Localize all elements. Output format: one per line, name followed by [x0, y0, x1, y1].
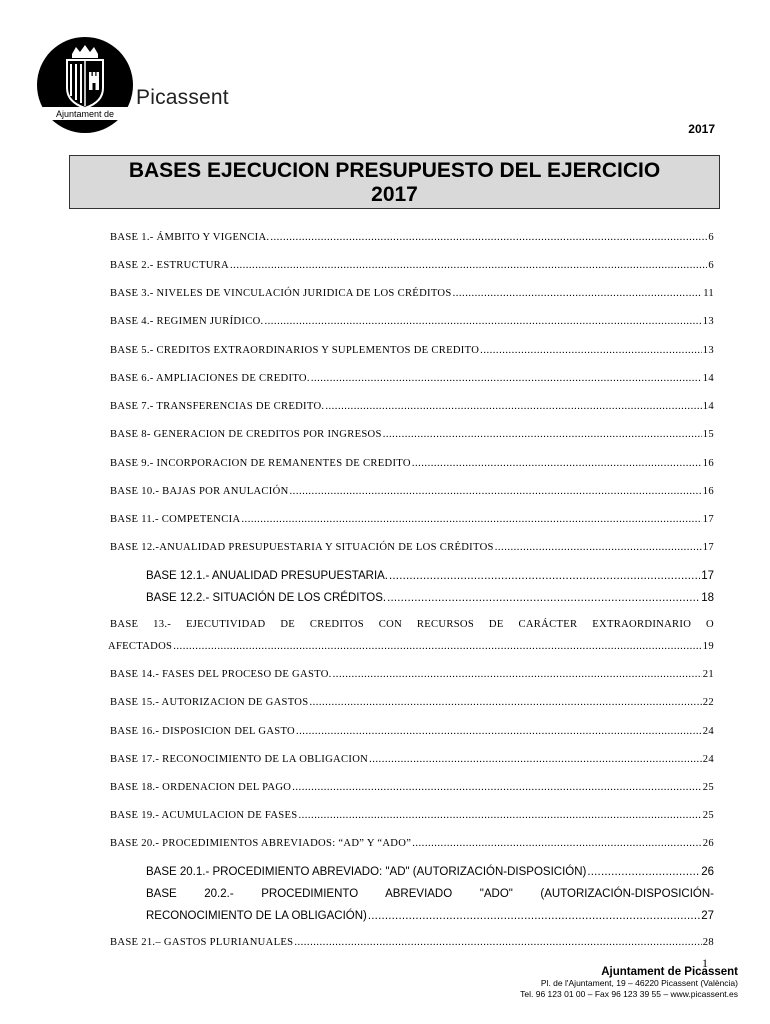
toc-entry-page: 25	[702, 810, 714, 821]
toc-leader-dots	[294, 937, 701, 948]
toc-entry-page: 24	[702, 754, 714, 765]
toc-entry-label: RECONOCIMIENTO DE LA OBLIGACIÓN)	[146, 910, 367, 922]
title-line-1: BASES EJECUCION PRESUPUESTO DEL EJERCICIO	[128, 159, 661, 182]
toc-entry-page: 27	[701, 910, 714, 922]
toc-leader-dots	[264, 316, 701, 327]
toc-entry-label: BASE 10.- BAJAS POR ANULACIÓN	[110, 486, 289, 497]
toc-entry-label: BASE 15.- AUTORIZACION DE GASTOS	[110, 697, 309, 708]
toc-entry[interactable]	[110, 838, 714, 849]
toc-leader-dots	[368, 910, 700, 922]
toc-entry-page: 15	[702, 429, 714, 440]
municipal-logo	[36, 36, 134, 134]
toc-entry[interactable]	[110, 345, 714, 356]
svg-text:Ajuntament de: Ajuntament de	[55, 109, 115, 119]
footer	[520, 966, 738, 1000]
toc-entry-label: BASE 20.1.- PROCEDIMIENTO ABREVIADO: "AD" (AUTORIZACIÓN-DISPOSICIÓN)	[146, 866, 587, 878]
footer-contact: Tel. 96 123 01 00 – Fax 96 123 39 55 – www.picassent.es	[520, 989, 738, 999]
toc-leader-dots	[309, 697, 701, 708]
toc-entry-page: 14	[702, 401, 714, 412]
toc-entry-label: AFECTADOS	[108, 641, 173, 652]
toc-subentry[interactable]	[146, 910, 714, 922]
toc-entry-page: 16	[702, 458, 714, 469]
toc-entry[interactable]	[110, 429, 714, 440]
toc-leader-dots	[241, 514, 701, 525]
toc-leader-dots	[387, 592, 700, 604]
toc-entry-page: 28	[702, 937, 714, 948]
document-title	[69, 155, 720, 209]
toc-subentry[interactable]	[146, 866, 714, 878]
toc-entry[interactable]	[110, 373, 714, 384]
toc-entry-page: 6	[708, 232, 714, 243]
toc-entry-page: 17	[702, 514, 714, 525]
toc-entry-page: 11	[703, 288, 714, 299]
toc-entry-page: 18	[701, 592, 714, 604]
toc-leader-dots	[495, 542, 702, 553]
toc-entry-label: BASE 19.- ACUMULACION DE FASES	[110, 810, 298, 821]
toc-entry-label: BASE 7.- TRANSFERENCIAS DE CREDITO.	[110, 401, 325, 412]
toc-entry[interactable]	[110, 288, 714, 299]
toc-subentry[interactable]	[146, 570, 714, 582]
toc-leader-dots	[311, 373, 702, 384]
toc-entry[interactable]	[110, 754, 714, 765]
footer-address: Pl. de l'Ajuntament, 19 – 46220 Picassent (València)	[540, 978, 738, 988]
toc-entry-page: 26	[702, 838, 714, 849]
toc-leader-dots	[230, 260, 707, 271]
toc-entry-label: BASE 17.- RECONOCIMIENTO DE LA OBLIGACION	[110, 754, 369, 765]
toc-entry-label: BASE 4.- REGIMEN JURÍDICO.	[110, 316, 264, 327]
toc-entry[interactable]	[110, 810, 714, 821]
toc-entry-label: BASE 2.- ESTRUCTURA	[110, 260, 230, 271]
toc-entry[interactable]	[110, 316, 714, 327]
toc-leader-dots	[270, 232, 707, 243]
toc-entry-label: BASE 8- GENERACION DE CREDITOS POR INGRESOS	[110, 429, 382, 440]
toc-entry-line1[interactable]: BASE 13.- EJECUTIVIDAD DE CREDITOS CON RECURSOS DE CARÁCTER EXTRAORDINARIO O	[110, 619, 714, 630]
toc-entry[interactable]	[110, 232, 714, 243]
toc-entry-label: BASE 18.- ORDENACION DEL PAGO	[110, 782, 292, 793]
toc-entry-page: 25	[702, 782, 714, 793]
toc-leader-dots	[325, 401, 701, 412]
toc-entry[interactable]	[110, 458, 714, 469]
toc-entry-page: 17	[701, 570, 714, 582]
toc-entry[interactable]	[110, 782, 714, 793]
toc-entry-label: BASE 11.- COMPETENCIA	[110, 514, 241, 525]
toc-entry-page: 24	[702, 726, 714, 737]
page-number: 1	[702, 956, 708, 970]
toc-entry-page: 14	[702, 373, 714, 384]
toc-entry[interactable]	[110, 669, 714, 680]
toc-entry-page: 16	[702, 486, 714, 497]
toc-leader-dots	[453, 288, 703, 299]
title-line-2: 2017	[371, 183, 418, 206]
toc-entry-label: BASE 5.- CREDITOS EXTRAORDINARIOS Y SUPLEMENTOS DE CREDITO	[110, 345, 480, 356]
toc-leader-dots	[383, 429, 702, 440]
toc-entry-label: BASE 21.– GASTOS PLURIANUALES	[110, 937, 294, 948]
toc-entry-page: 26	[701, 866, 714, 878]
toc-entry-label: BASE 12.1.- ANUALIDAD PRESUPUESTARIA.	[146, 570, 389, 582]
toc-leader-dots	[292, 782, 702, 793]
toc-entry-label: BASE 3.- NIVELES DE VINCULACIÓN JURIDICA DE LOS CRÉDITOS	[110, 288, 452, 299]
toc-entry-page: 6	[708, 260, 714, 271]
toc-entry[interactable]	[110, 486, 714, 497]
toc-entry[interactable]	[110, 514, 714, 525]
toc-leader-dots	[173, 641, 702, 652]
toc-entry-label: BASE 20.- PROCEDIMIENTOS ABREVIADOS: “AD” Y “ADO”	[110, 838, 412, 849]
toc-entry-page: 13	[702, 345, 714, 356]
toc-subentry-line1[interactable]: BASE 20.2.- PROCEDIMIENTO ABREVIADO "ADO" (AUTORIZACIÓN-DISPOSICIÓN-	[146, 888, 714, 900]
footer-organization: Ajuntament de Picassent	[601, 966, 738, 978]
document-year: 2017	[688, 122, 715, 136]
toc-entry-page: 17	[702, 542, 714, 553]
toc-leader-dots	[480, 345, 702, 356]
toc-entry-label: BASE 14.- FASES DEL PROCESO DE GASTO.	[110, 669, 332, 680]
toc-entry-label: BASE 12.2.- SITUACIÓN DE LOS CRÉDITOS.	[146, 592, 387, 604]
toc-leader-dots	[412, 838, 702, 849]
toc-entry-page: 19	[702, 641, 714, 652]
toc-leader-dots	[296, 726, 702, 737]
toc-entry-label: BASE 16.- DISPOSICION DEL GASTO	[110, 726, 295, 737]
municipality-name: Picassent	[136, 86, 229, 109]
toc-leader-dots	[587, 866, 700, 878]
toc-subentry[interactable]	[146, 592, 714, 604]
toc-entry[interactable]	[110, 726, 714, 737]
toc-entry[interactable]	[110, 401, 714, 412]
toc-entry-page: 21	[702, 669, 714, 680]
toc-entry-page: 22	[702, 697, 714, 708]
toc-leader-dots	[412, 458, 702, 469]
toc-entry-page: 13	[702, 316, 714, 327]
toc-leader-dots	[389, 570, 700, 582]
toc-entry[interactable]	[110, 542, 714, 553]
toc-entry-label: BASE 1.- ÁMBITO Y VIGENCIA.	[110, 232, 270, 243]
toc-entry-label: BASE 9.- INCORPORACION DE REMANENTES DE CREDITO	[110, 458, 411, 469]
toc-entry[interactable]	[110, 697, 714, 708]
toc-entry[interactable]	[110, 937, 714, 948]
toc-leader-dots	[369, 754, 702, 765]
toc-entry[interactable]	[108, 641, 714, 652]
toc-entry[interactable]	[110, 260, 714, 271]
toc-leader-dots	[290, 486, 702, 497]
toc-leader-dots	[333, 669, 702, 680]
toc-leader-dots	[298, 810, 701, 821]
toc-entry-label: BASE 12.-ANUALIDAD PRESUPUESTARIA Y SITUACIÓN DE LOS CRÉDITOS	[110, 542, 494, 553]
toc-entry-label: BASE 6.- AMPLIACIONES DE CREDITO.	[110, 373, 310, 384]
